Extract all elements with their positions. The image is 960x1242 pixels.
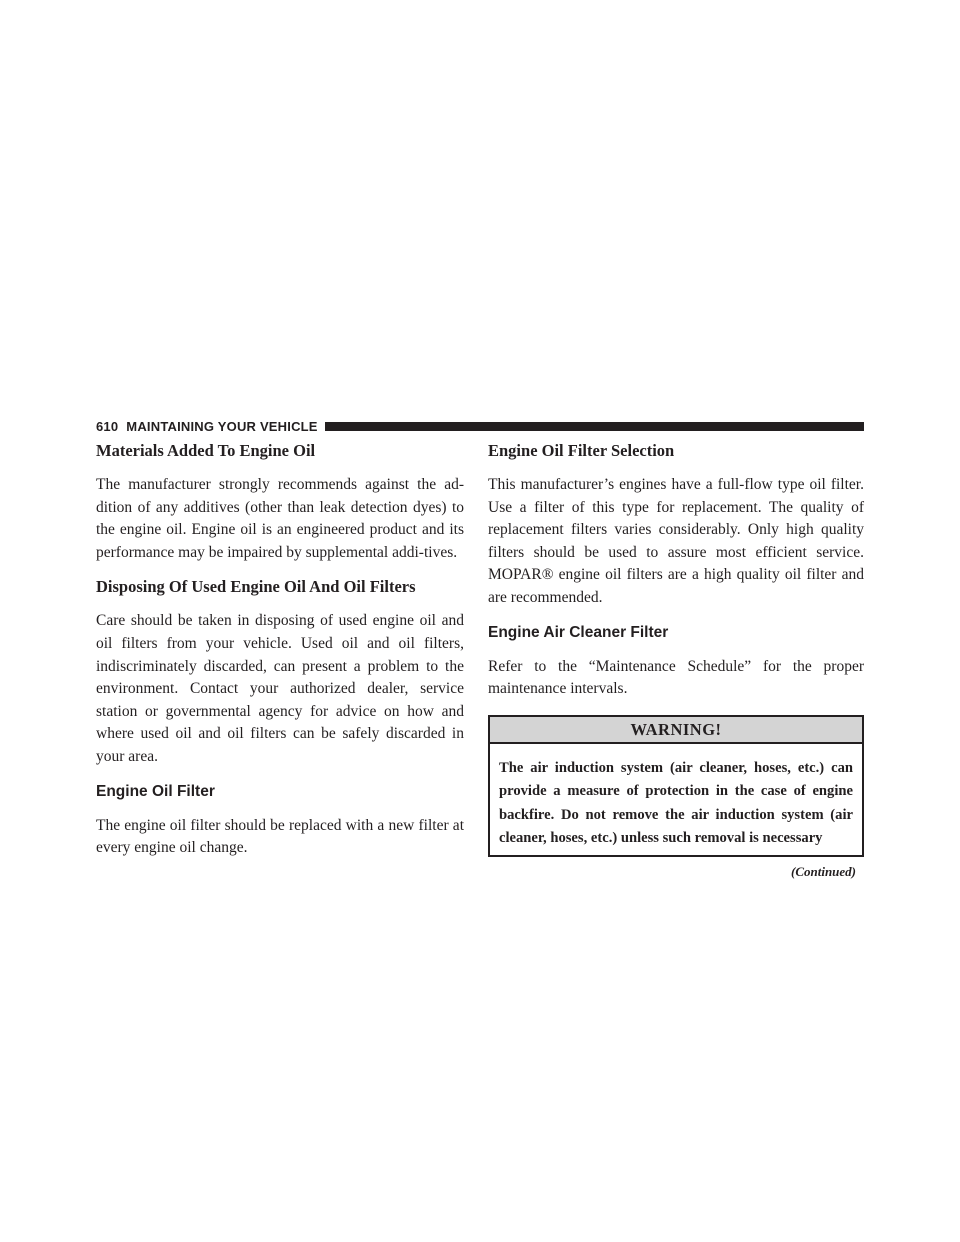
paragraph-disposing-oil: Care should be taken in disposing of used engine oil and oil filters from your vehicle. Used oil and oil filters, indiscriminately discarded, can present a problem to the environment. Contact your authorized dealer, service station or governmental agency for advice on how and where used oil and oil filters can be safely discarded in your area. bbox=[96, 612, 464, 765]
paragraph-engine-oil-filter: The engine oil filter should be replaced with a new filter at every engine oil change. bbox=[96, 816, 464, 857]
header-rule bbox=[325, 422, 864, 431]
heading-materials-added: Materials Added To Engine Oil bbox=[96, 441, 316, 460]
left-column bbox=[96, 438, 464, 860]
page-header bbox=[96, 418, 864, 434]
right-column bbox=[488, 438, 864, 880]
warning-text: The air induction system (air cleaner, hoses, etc.) can provide a measure of protection in the case of engine backfire. Do not remove the air induction system (air cleaner, hoses, etc.) unless such removal is necessary bbox=[499, 759, 853, 846]
chapter-title: MAINTAINING YOUR VEHICLE bbox=[126, 418, 318, 434]
continued-label: (Continued) bbox=[790, 864, 856, 880]
heading-filter-selection: Engine Oil Filter Selection bbox=[488, 441, 675, 460]
paragraph-materials-added: The manufacturer strongly recommends against the ad-dition of any additives (other than leak detection dyes) to the engine oil. Engine oil is an engineered product and its performance may be impaired by supplemental addi-tives. bbox=[96, 476, 464, 561]
paragraph-air-cleaner-filter: Refer to the “Maintenance Schedule” for the proper maintenance intervals. bbox=[488, 657, 864, 698]
paragraph-filter-selection: This manufacturer’s engines have a full-flow type oil filter. Use a filter of this type for replacement. The quality of replacement filters varies considerably. Only high quality filters should be used to assure most efficient service. MOPAR® engine oil filters are a high quality oil filter and are recommended. bbox=[488, 476, 864, 606]
warning-box bbox=[488, 715, 864, 858]
warning-title: WARNING! bbox=[490, 717, 862, 744]
heading-engine-oil-filter: Engine Oil Filter bbox=[96, 782, 215, 800]
heading-air-cleaner-filter: Engine Air Cleaner Filter bbox=[488, 623, 669, 641]
heading-disposing-oil: Disposing Of Used Engine Oil And Oil Filters bbox=[96, 577, 416, 597]
page-number: 610 bbox=[96, 418, 119, 434]
